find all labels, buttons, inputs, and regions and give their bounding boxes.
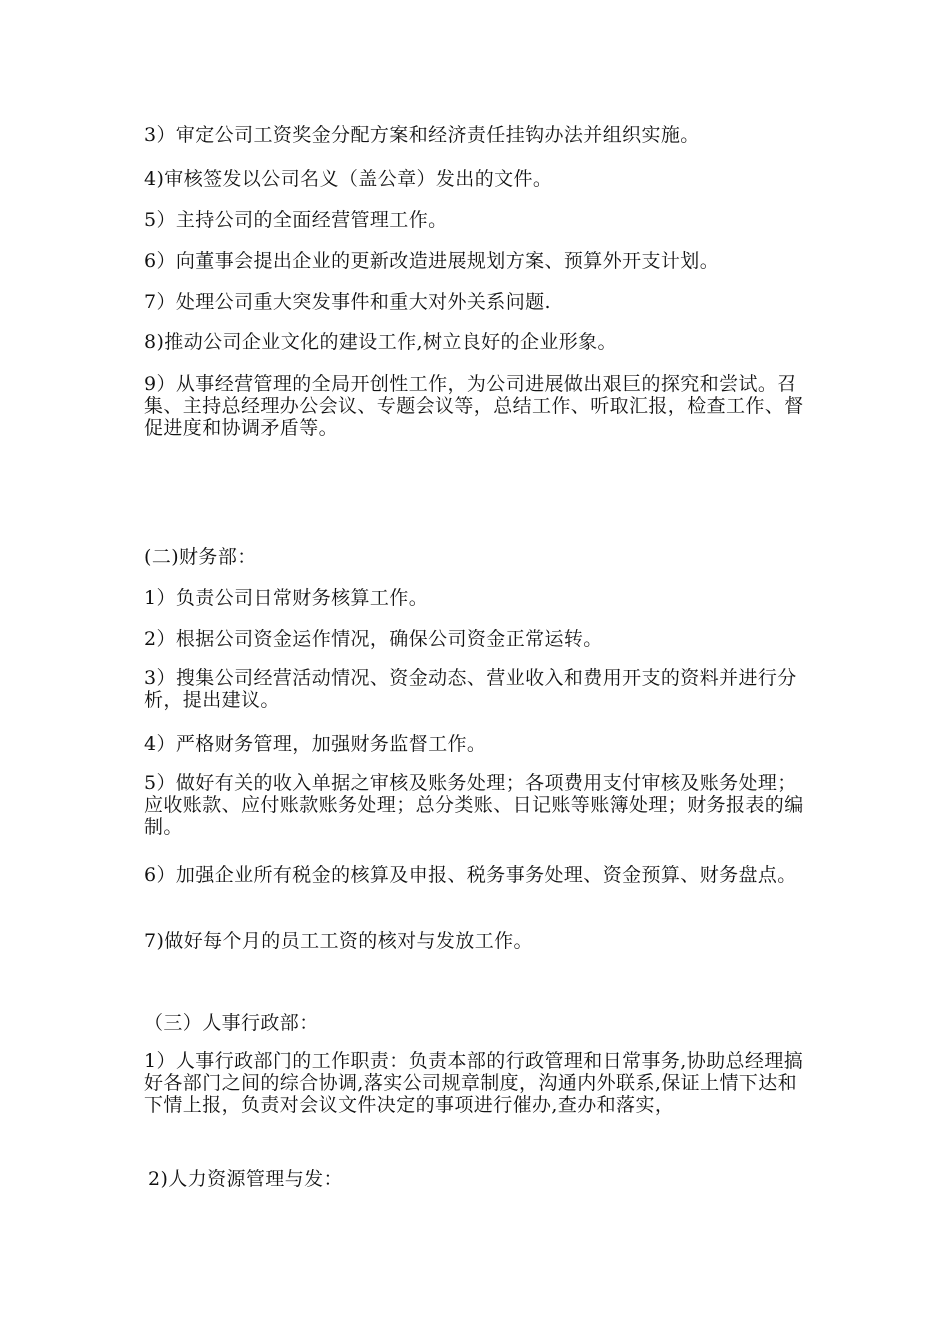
duty-item-7: 7）处理公司重大突发事件和重大对外关系问题.: [144, 291, 551, 313]
duty-item-5: 5）主持公司的全面经营管理工作。: [144, 209, 448, 231]
duty-item-9: 9）从事经营管理的全局开创性工作，为公司进展做出艰巨的探究和尝试。召集、主持总经理办公会议、专题会议等，总结工作、听取汇报，检查工作、督促进度和协调矛盾等。: [144, 373, 804, 439]
duty-item-3: 3）审定公司工资奖金分配方案和经济责任挂钩办法并组织实施。: [144, 124, 700, 146]
finance-item-3: 3）搜集公司经营活动情况、资金动态、营业收入和费用开支的资料并进行分析，提出建议。: [144, 667, 797, 711]
finance-item-5: 5）做好有关的收入单据之审核及账务处理；各项费用支付审核及账务处理；应收账款、应付账款账务处理；总分类账、日记账等账簿处理；财务报表的编制。: [144, 772, 804, 838]
finance-item-7: 7)做好每个月的员工工资的核对与发放工作。: [144, 930, 533, 952]
hr-item-1: 1）人事行政部门的工作职责：负责本部的行政管理和日常事务,协助总经理搞好各部门之间的综合协调,落实公司规章制度，沟通内外联系,保证上情下达和下情上报，负责对会议文件决定的事项进行催办,查办和落实，: [144, 1050, 804, 1116]
finance-item-4: 4）严格财务管理，加强财务监督工作。: [144, 733, 487, 755]
finance-item-2: 2）根据公司资金运作情况，确保公司资金正常运转。: [144, 628, 603, 650]
hr-item-2: 2)人力资源管理与发：: [148, 1168, 343, 1190]
hr-heading: （三）人事行政部：: [144, 1012, 319, 1034]
finance-heading: (二)财务部：: [144, 546, 257, 568]
duty-item-6: 6）向董事会提出企业的更新改造进展规划方案、预算外开支计划。: [144, 250, 720, 272]
finance-item-1: 1）负责公司日常财务核算工作。: [144, 587, 429, 609]
finance-item-6: 6）加强企业所有税金的核算及申报、税务事务处理、资金预算、财务盘点。: [144, 864, 797, 886]
duty-item-4: 4)审核签发以公司名义（盖公章）发出的文件。: [144, 168, 553, 190]
duty-item-8: 8)推动公司企业文化的建设工作,树立良好的企业形象。: [144, 331, 617, 353]
